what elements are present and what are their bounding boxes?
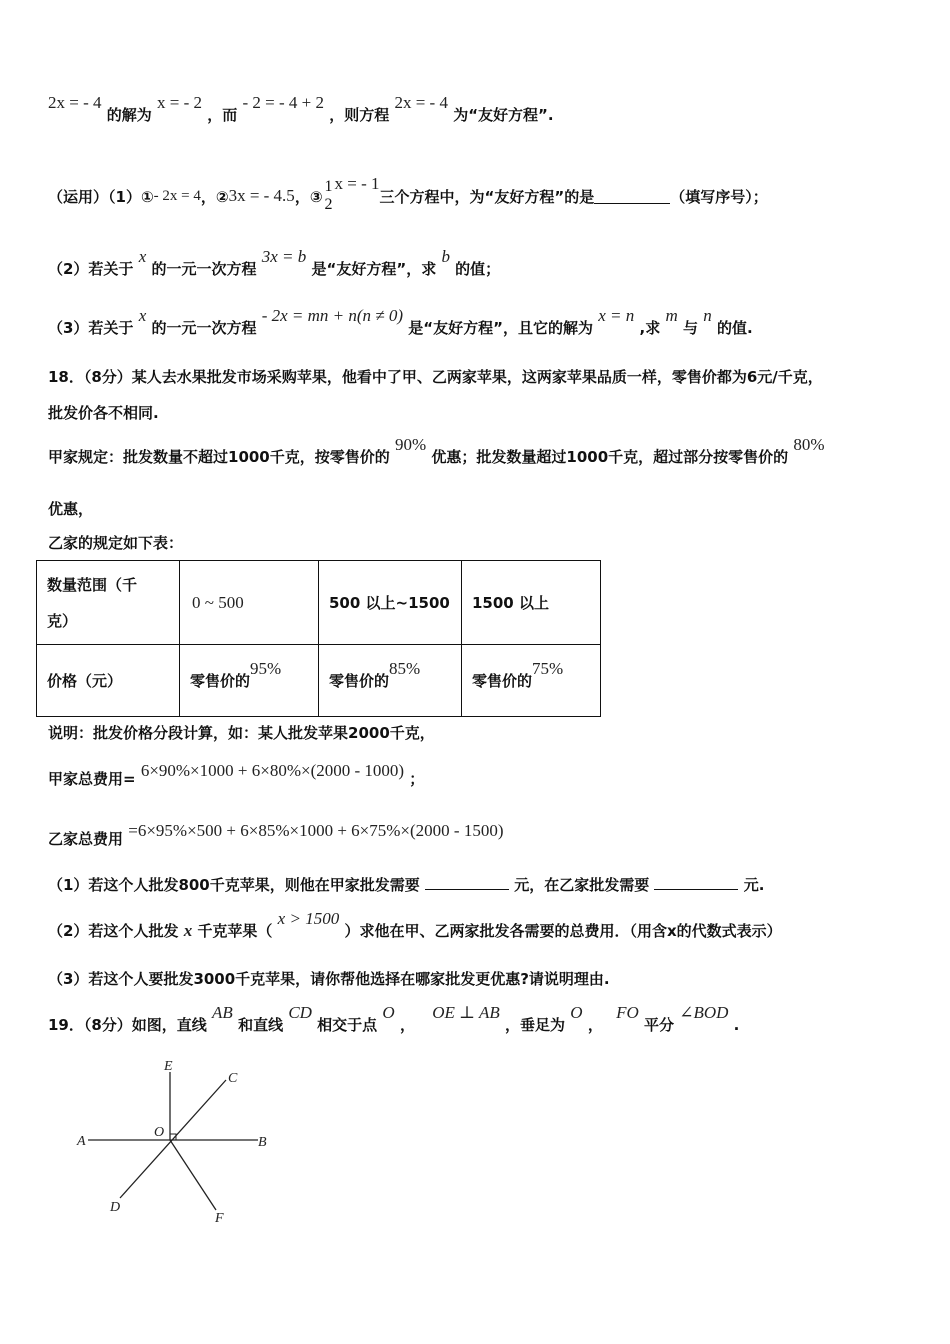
line-friendly-definition <box>48 93 554 125</box>
cell-price-2 <box>319 645 462 717</box>
label-e: E <box>164 1059 173 1074</box>
note: 说明：批发价格分段计算，如：某人批发苹果2000千克， <box>48 724 435 742</box>
text: 的解为 <box>106 106 152 124</box>
sub-question-2 <box>48 909 782 941</box>
equation: 3x = b <box>261 247 307 266</box>
text: 的一元一次方程 <box>151 319 257 337</box>
point-o: O <box>570 1003 583 1022</box>
text: 零售价的 <box>190 672 251 690</box>
text: 数量范围（千 <box>47 575 138 594</box>
check-expression: - 2 = - 4 + 2 <box>242 93 324 112</box>
sub-question-3: （3）若这个人要批发3000千克苹果，请你帮他选择在哪家批发更优惠?请说明理由. <box>48 970 610 988</box>
answer-blank[interactable] <box>594 189 670 204</box>
text: （1）若这个人批发800千克苹果，则他在甲家批发需要 <box>48 876 420 894</box>
text: 与 <box>682 319 698 337</box>
ray-of <box>170 1140 216 1210</box>
var-n: n <box>703 306 712 325</box>
text: 0 ~ 500 <box>192 592 244 612</box>
problem-18-line-1: 18．（8分）某人去水果批发市场采购苹果，他看中了甲、乙两家苹果，这两家苹果品质一样，零售价都为6元/千克， <box>48 368 823 386</box>
solution: x = n <box>598 306 635 325</box>
line-cd <box>120 1080 226 1198</box>
text: （2）若关于 <box>48 260 134 278</box>
answer-blank-jia[interactable] <box>425 875 509 890</box>
label: 甲家总费用= <box>48 770 136 788</box>
text: 三个方程中，为“友好方程”的是 <box>379 187 595 206</box>
text: 为“友好方程”. <box>453 106 554 124</box>
text: （填写序号）； <box>670 187 768 206</box>
sep: ，③ <box>294 187 323 206</box>
text: . <box>733 1016 740 1034</box>
text: 零售价的 <box>329 672 390 690</box>
var-x: x <box>138 247 147 266</box>
fraction-one-half <box>325 178 333 214</box>
text: ,求 <box>639 319 661 337</box>
header-cell-price: 价格（元） <box>37 645 180 717</box>
var-x: x <box>138 306 147 325</box>
text: ）求他在甲、乙两家批发各需要的总费用．（用含x的代数式表示） <box>344 922 782 940</box>
text: （2）若这个人批发 <box>48 922 179 940</box>
solution: x = - 2 <box>156 93 202 112</box>
line-apply-1 <box>48 160 768 232</box>
expression: =6×95%×500 + 6×85%×1000 + 6×75%×(2000 - 1500) <box>128 821 504 840</box>
text: 克） <box>47 611 78 630</box>
angle-bod: ∠BOD <box>679 1003 729 1022</box>
text: 元. <box>743 876 765 894</box>
sub-question-1 <box>48 874 764 895</box>
line-question-2 <box>48 247 501 279</box>
numerator: 1 <box>324 178 333 195</box>
text: 是“友好方程”，求 <box>311 260 437 278</box>
line-question-3 <box>48 306 753 338</box>
table-row <box>37 561 601 645</box>
label-a: A <box>77 1134 86 1149</box>
text: 的值； <box>455 260 501 278</box>
label-o: O <box>154 1125 165 1140</box>
text: ， <box>399 1016 415 1034</box>
yi-intro: 乙家的规定如下表： <box>48 534 184 552</box>
label-c: C <box>228 1071 238 1086</box>
percent-80: 80% <box>793 435 825 454</box>
percent: 95% <box>250 659 282 678</box>
jia-total <box>48 761 425 789</box>
text: （3）若关于 <box>48 319 134 337</box>
expression: 6×90%×1000 + 6×80%×(2000 - 1000) <box>140 761 405 780</box>
equation-2: 2x = - 4 <box>394 93 448 112</box>
text: 元，在乙家批发需要 <box>514 876 650 894</box>
cell-range-2: 500 以上~1500 <box>319 561 462 645</box>
sep: ，② <box>200 187 229 206</box>
text: ，则方程 <box>329 106 390 124</box>
text: 零售价的 <box>472 672 533 690</box>
equation: - 2x = mn + n(n ≠ 0) <box>261 306 404 325</box>
text: 的一元一次方程 <box>151 260 257 278</box>
yi-price-table <box>36 560 601 717</box>
var-b: b <box>441 247 450 266</box>
percent-90: 90% <box>395 435 427 454</box>
percent: 85% <box>389 659 421 678</box>
problem-19 <box>48 1003 740 1035</box>
ray-fo: FO <box>616 1003 639 1022</box>
text: ； <box>409 770 425 788</box>
cell-price-1 <box>180 645 319 717</box>
equation-a: - 2x = 4 <box>153 187 201 204</box>
label-f: F <box>215 1211 224 1226</box>
label: 乙家总费用 <box>48 830 124 848</box>
yi-total <box>48 821 504 849</box>
line-ab: AB <box>212 1003 233 1022</box>
text: 平分 <box>643 1016 674 1034</box>
header-cell-quantity <box>37 561 180 645</box>
var-x: x <box>183 921 193 940</box>
percent: 75% <box>532 659 564 678</box>
answer-blank-yi[interactable] <box>654 875 738 890</box>
text: 是“友好方程”，且它的解为 <box>408 319 594 337</box>
text: 甲家规定：批发数量不超过1000千克，按零售价的 <box>48 448 390 466</box>
text: ， <box>587 1016 603 1034</box>
text: ，垂足为 <box>505 1016 566 1034</box>
denominator: 2 <box>324 196 333 213</box>
text: ，而 <box>207 106 238 124</box>
equation-c: x = - 1 <box>334 174 380 193</box>
text: 和直线 <box>238 1016 284 1034</box>
cell-price-3 <box>462 645 601 717</box>
table-row <box>37 645 601 717</box>
problem-18-line-2: 批发价各不相同. <box>48 404 159 422</box>
line-cd: CD <box>288 1003 312 1022</box>
cell-range-3: 1500 以上 <box>462 561 601 645</box>
geometry-figure <box>60 1050 290 1230</box>
var-m: m <box>665 306 678 325</box>
equation-b: 3x = - 4.5 <box>228 186 295 205</box>
label-b: B <box>258 1135 267 1150</box>
label-d: D <box>110 1200 121 1215</box>
apply-label: （运用）（1）① <box>48 187 154 206</box>
text: 19．（8分）如图，直线 <box>48 1016 207 1034</box>
jia-rule <box>48 435 825 467</box>
perpendicular: OE ⊥ AB <box>432 1003 500 1022</box>
text: 的值. <box>716 319 753 337</box>
equation-1: 2x = - 4 <box>48 93 102 112</box>
point-o: O <box>382 1003 395 1022</box>
text: 千克苹果（ <box>197 922 273 940</box>
text: 优惠；批发数量超过1000千克，超过部分按零售价的 <box>431 448 789 466</box>
condition: x > 1500 <box>277 909 340 928</box>
cell-range-1 <box>180 561 319 645</box>
jia-rule-end: 优惠， <box>48 500 94 518</box>
text: 相交于点 <box>317 1016 378 1034</box>
